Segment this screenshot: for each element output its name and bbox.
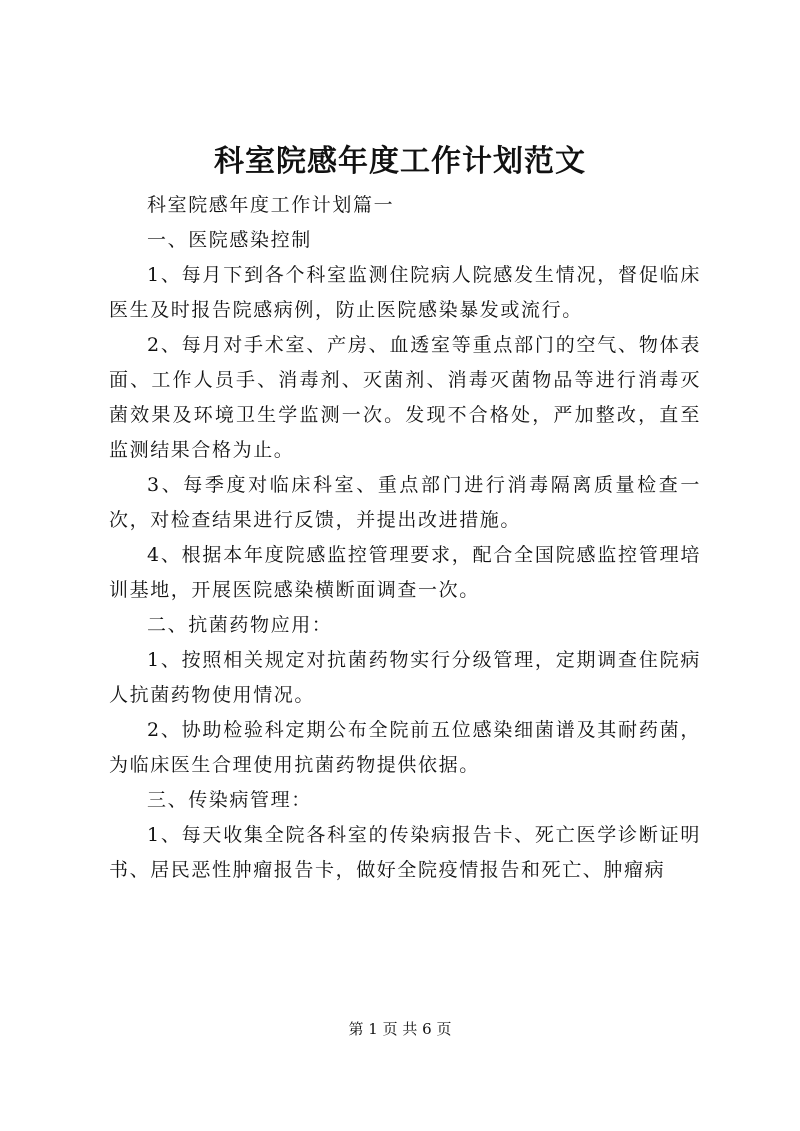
section-heading: 一、医院感染控制 bbox=[147, 229, 312, 251]
body-paragraph: 1、每天收集全院各科室的传染病报告卡、死亡医学诊断证明书、居民恶性肿瘤报告卡，做好全院疫情报告和死亡、肿瘤病 bbox=[109, 824, 701, 881]
section-heading: 三、传染病管理： bbox=[147, 789, 312, 811]
page-number-footer: 第 1 页 共 6 页 bbox=[348, 1020, 452, 1038]
body-paragraph: 1、每月下到各个科室监测住院病人院感发生情况，督促临床医生及时报告院感病例，防止医院感染暴发或流行。 bbox=[109, 264, 701, 321]
section-heading: 二、抗菌药物应用： bbox=[147, 614, 333, 636]
body-paragraph: 2、每月对手术室、产房、血透室等重点部门的空气、物体表面、工作人员手、消毒剂、灭菌剂、消毒灭菌物品等进行消毒灭菌效果及环境卫生学监测一次。发现不合格处，严加整改，直至监测结果合格为止。 bbox=[109, 334, 701, 461]
document-body bbox=[109, 188, 701, 888]
section-heading: 科室院感年度工作计划篇一 bbox=[147, 194, 395, 216]
body-paragraph: 2、协助检验科定期公布全院前五位感染细菌谱及其耐药菌，为临床医生合理使用抗菌药物提供依据。 bbox=[109, 719, 701, 776]
document-title: 科室院感年度工作计划范文 bbox=[214, 144, 586, 179]
body-paragraph: 1、按照相关规定对抗菌药物实行分级管理，定期调查住院病人抗菌药物使用情况。 bbox=[109, 649, 701, 706]
body-paragraph: 4、根据本年度院感监控管理要求，配合全国院感监控管理培训基地，开展医院感染横断面调查一次。 bbox=[109, 544, 701, 601]
body-paragraph: 3、每季度对临床科室、重点部门进行消毒隔离质量检查一次，对检查结果进行反馈，并提出改进措施。 bbox=[109, 474, 701, 531]
